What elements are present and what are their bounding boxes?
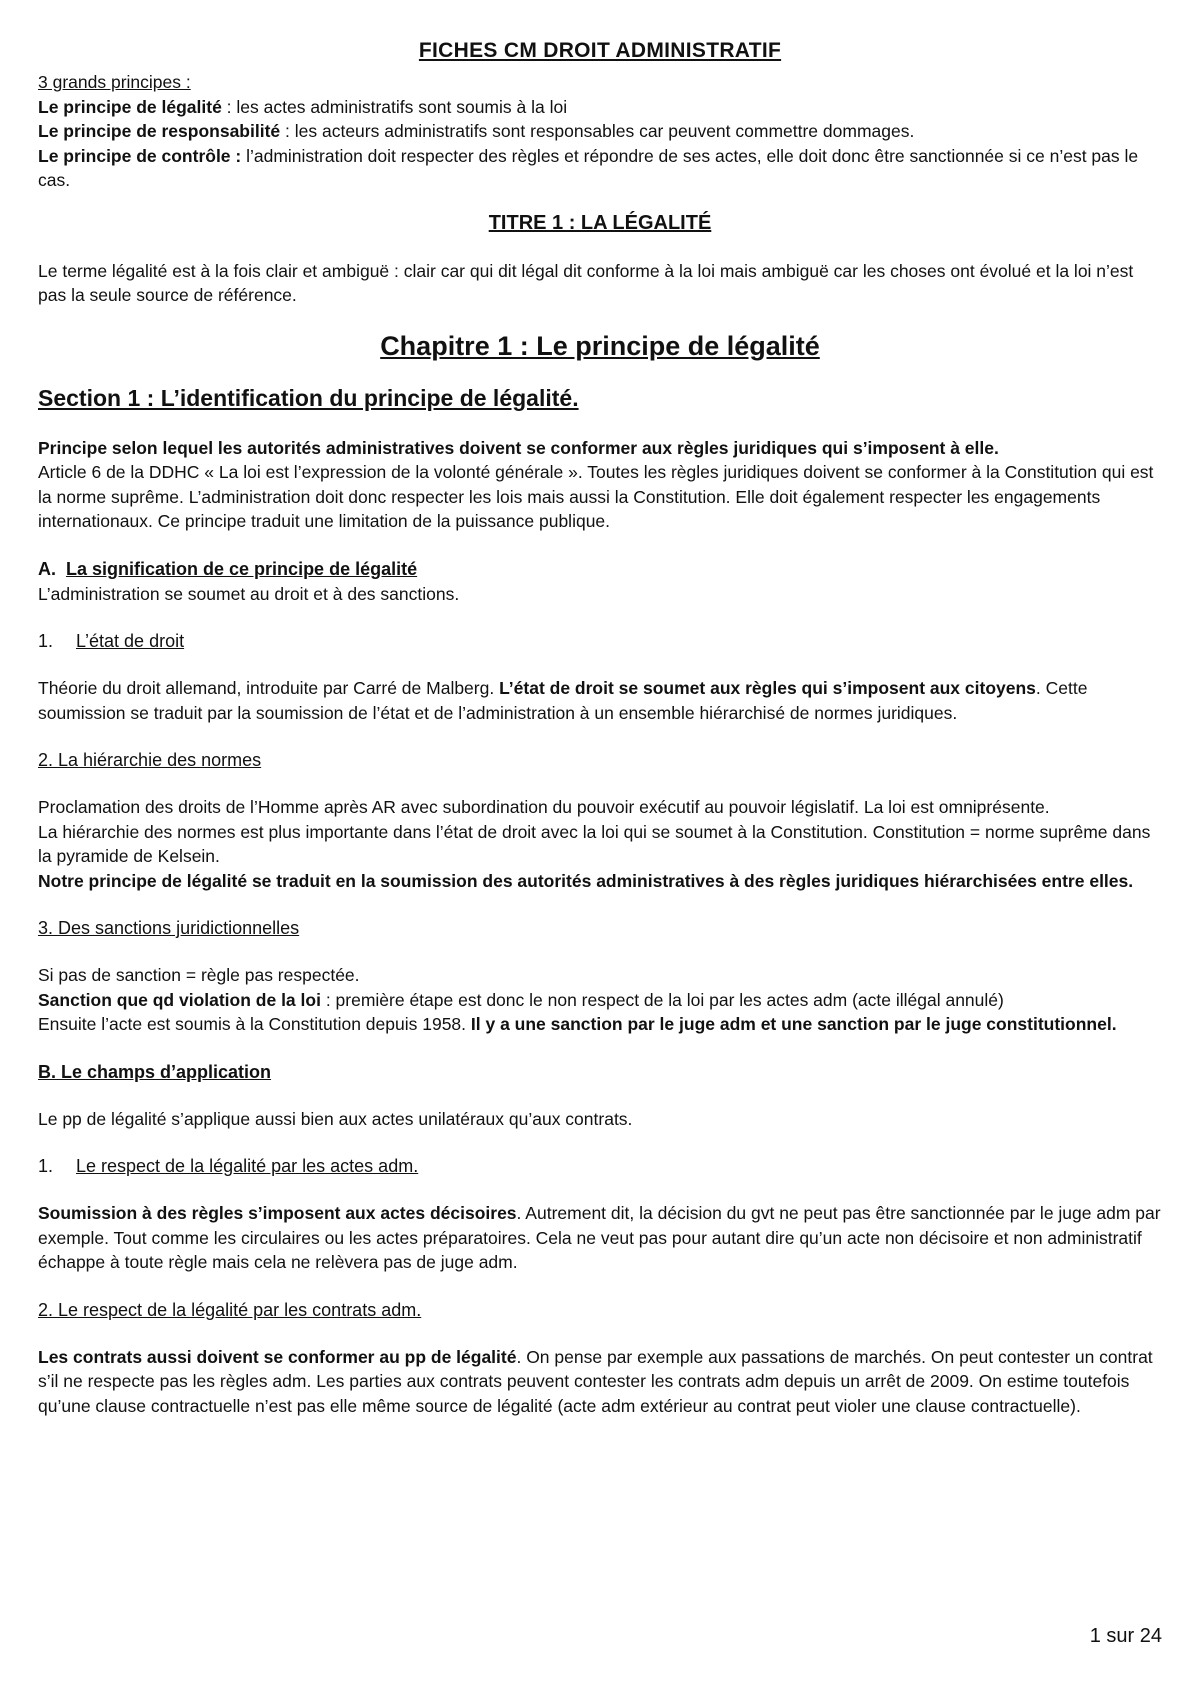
bold-run: Il y a une sanction par le juge adm et une sanction par le juge constitutionnel. [470, 1014, 1117, 1034]
intro-item-bold: Le principe de responsabilité [38, 121, 281, 141]
bold-run: Soumission à des règles s’imposent aux actes décisoires [38, 1203, 517, 1223]
contrats-paragraph [38, 1345, 1162, 1419]
titre-heading: TITRE 1 : LA LÉGALITÉ [488, 211, 712, 234]
etat-de-droit-paragraph [38, 676, 1162, 725]
sanctions-paragraph-1: Si pas de sanction = règle pas respectée. [38, 965, 360, 985]
sub-heading-actes [38, 1153, 1162, 1179]
text-run: . Cette soumission se traduit par la soumission de l’état et de l’administration à un ensemble hiérarchisé de normes juridiques. [38, 678, 1088, 723]
intro-item [38, 119, 1162, 144]
bold-run: Sanction que qd violation de la loi [38, 989, 321, 1010]
actes-paragraph [38, 1201, 1162, 1275]
section-paragraph: Article 6 de la DDHC « La loi est l’expression de la volonté générale ». Toutes les règles juridiques doivent se conformer à la Constitution qui est la norme suprême. L’administration doit donc respecter les lois mais aussi la Constitution. Elle doit également respecter les engagements internationaux. Ce principe traduit une limitation de la puissance publique. [38, 462, 1154, 531]
intro-item [38, 144, 1162, 193]
sub-title: Le respect de la légalité par les actes adm. [76, 1156, 419, 1176]
part-b-paragraph: Le pp de légalité s’applique aussi bien aux actes unilatéraux qu’aux contrats. [38, 1108, 633, 1129]
sub-heading-sanctions: 3. Des sanctions juridictionnelles [38, 918, 300, 938]
intro-item-bold: Le principe de contrôle : [38, 145, 242, 166]
intro-item-text: l’administration doit respecter des règles et répondre de ses actes, elle doit donc être sanctionnée si ce n’est pas le cas. [38, 145, 1139, 190]
sub-heading-etat-de-droit [38, 628, 1162, 654]
intro-item-text: : les acteurs administratifs sont responsables car peuvent commettre dommages. [280, 121, 915, 141]
page-number: 1 sur 24 [1089, 1625, 1162, 1647]
chapter-heading: Chapitre 1 : Le principe de légalité [380, 330, 820, 361]
titre-paragraph: Le terme légalité est à la fois clair et ambiguë : clair car qui dit légal dit conforme à la loi mais ambiguë car les choses ont évolué et la loi n’est pas la seule source de référence. [38, 260, 1134, 305]
bold-run: Notre principe de légalité se traduit en la soumission des autorités administratives à des règles juridiques hiérarchisées entre elles. [38, 870, 1134, 891]
intro-heading: 3 grands principes : [38, 72, 191, 92]
part-a-paragraph: L’administration se soumet au droit et à des sanctions. [38, 583, 460, 604]
text-run: Ensuite l’acte est soumis à la Constitution depuis 1958. [38, 1014, 471, 1034]
part-a-letter: A. [38, 558, 56, 579]
sub-heading-contrats: 2. Le respect de la légalité par les contrats adm. [38, 1299, 422, 1320]
hierarchie-paragraph-3 [38, 869, 1162, 894]
hierarchie-paragraph-2: La hiérarchie des normes est plus importante dans l’état de droit avec la loi qui se soumet à la Constitution. Constitution = norme suprême dans la pyramide de Kelsein. [38, 821, 1151, 866]
document-title-wrap [38, 36, 1162, 66]
sanctions-paragraph-3 [38, 1012, 1162, 1037]
intro-item [38, 95, 1162, 120]
intro-item-bold: Le principe de légalité [38, 96, 222, 117]
part-b-title: B. Le champs d’application [38, 1061, 272, 1082]
hierarchie-paragraph-1: Proclamation des droits de l’Homme après AR avec subordination du pouvoir exécutif au pouvoir législatif. La loi est omniprésente. [38, 797, 1050, 817]
bold-run: L’état de droit se soumet aux règles qui s’imposent aux citoyens [499, 678, 1036, 698]
sub-heading-hierarchie: 2. La hiérarchie des normes [38, 750, 262, 770]
text-run: . On pense par exemple aux passations de marchés. On peut contester un contrat s’il ne respecte pas les règles adm. Les parties aux contrats peuvent contester les contrats adm depuis un arrêt de 2009. On estime toutefois qu’une clause contractuelle n’est pas elle même source de légalité (acte adm extérieur au contrat peut violer une clause contractuelle). [38, 1346, 1153, 1416]
text-run: . Autrement dit, la décision du gvt ne peut pas être sanctionnée par le juge adm par exemple. Tout comme les circulaires ou les actes préparatoires. Cela ne veut pas pour autant dire qu’un acte non décisoire et non administratif échappe à toute règle mais cela ne relèvera pas de juge adm. [38, 1203, 1161, 1272]
sanctions-paragraph-2 [38, 988, 1162, 1013]
part-a-heading [38, 556, 1162, 582]
section-definition [38, 436, 1162, 461]
document-title: FICHES CM DROIT ADMINISTRATIF [418, 39, 782, 62]
bold-run: Les contrats aussi doivent se conformer au pp de légalité [38, 1346, 517, 1367]
sub-number: 1. [38, 631, 54, 651]
section-definition-bold: Principe selon lequel les autorités administratives doivent se conformer aux règles juridiques qui s’imposent à elle. [38, 437, 999, 458]
part-a-title: La signification de ce principe de légalité [66, 558, 418, 579]
intro-item-text: : les actes administratifs sont soumis à la loi [221, 96, 568, 117]
text-run: : première étape est donc le non respect de la loi par les actes adm (acte illégal annulé) [320, 989, 1004, 1010]
text-run: Théorie du droit allemand, introduite par Carré de Malberg. [38, 678, 500, 698]
section-heading: Section 1 : L’identification du principe de légalité. [38, 384, 579, 411]
sub-title: L’état de droit [76, 631, 185, 651]
part-b-heading [38, 1059, 1162, 1085]
sub-number: 1. [38, 1156, 54, 1176]
